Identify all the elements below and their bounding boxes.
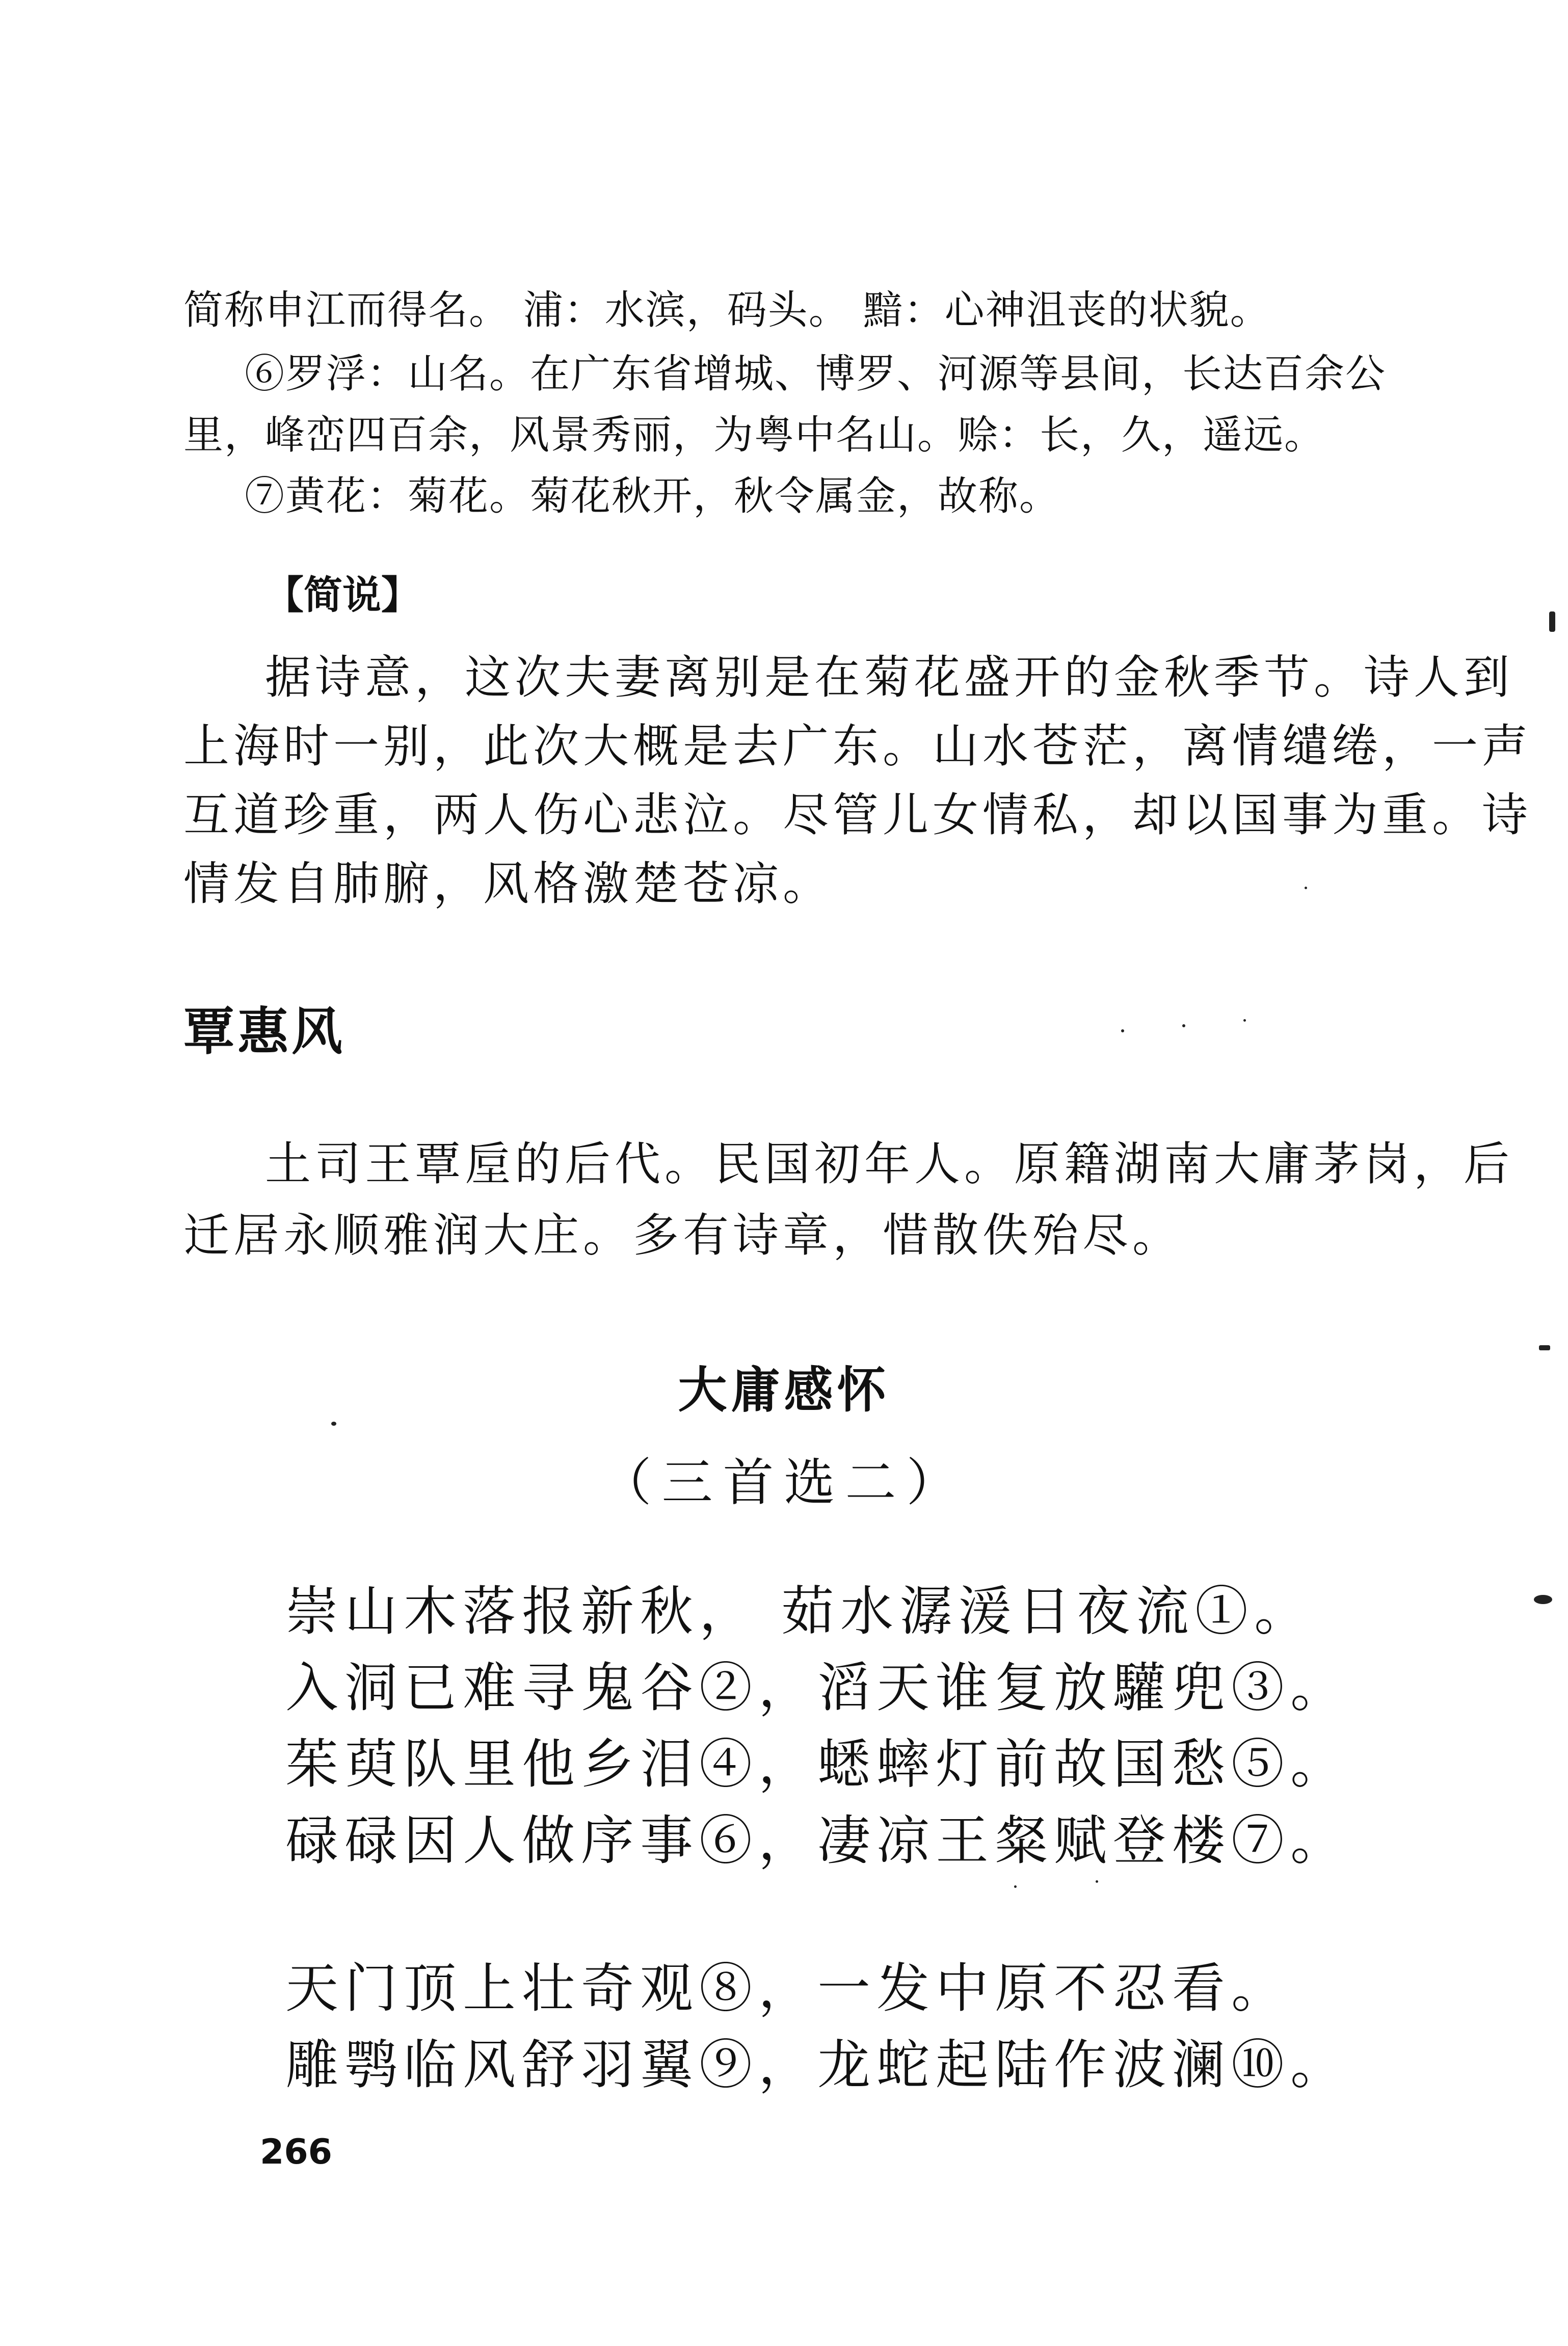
scan-speck — [1539, 1345, 1550, 1350]
note-line-4: ⑦黄花：菊花。菊花秋开，秋令属金，故称。 — [245, 473, 1060, 519]
poem-line: 入洞已难寻鬼谷②，滔天谁复放驩兜③。 — [285, 1657, 1350, 1719]
author-bio-line-1: 土司王覃垕的后代。民国初年人。原籍湖南大庸茅岗，后 — [265, 1137, 1513, 1191]
poem-title: 大庸感怀 — [678, 1362, 890, 1419]
scan-speck — [1014, 1885, 1017, 1888]
scan-speck — [1243, 1019, 1246, 1022]
poem-line: 雕鹗临风舒羽翼⑨，龙蛇起陆作波澜⑩。 — [285, 2034, 1350, 2096]
scan-speck — [1096, 1880, 1098, 1883]
commentary-line-4: 情发自肺腑，风格激楚苍凉。 — [183, 857, 833, 911]
scan-speck — [331, 1422, 336, 1426]
page-number: 266 — [260, 2132, 332, 2172]
author-name: 覃惠风 — [183, 1002, 346, 1061]
scan-speck — [1121, 1029, 1124, 1032]
scan-speck — [1305, 887, 1307, 889]
poem-subtitle: （三首选二） — [600, 1453, 968, 1512]
author-bio-line-2: 迁居永顺雅润大庄。多有诗章，惜散佚殆尽。 — [183, 1209, 1182, 1262]
commentary-line-1: 据诗意，这次夫妻离别是在菊花盛开的金秋季节。诗人到 — [265, 651, 1513, 704]
note-line-1: 简称申江而得名。 浦：水滨，码头。 黯：心神沮丧的状貌。 — [183, 287, 1271, 333]
poem-line: 茱萸队里他乡泪④，蟋蟀灯前故国愁⑤。 — [285, 1733, 1350, 1795]
scan-speck — [1534, 1595, 1552, 1604]
scan-speck — [1549, 611, 1555, 632]
poem-line: 崇山木落报新秋， 茹水潺湲日夜流①。 — [285, 1580, 1314, 1642]
commentary-line-2: 上海时一别，此次大概是去广东。山水苍茫，离情缱绻，一声 — [183, 719, 1532, 773]
poem-line: 碌碌因人做序事⑥，凄凉王粲赋登楼⑦。 — [285, 1809, 1350, 1872]
note-line-3: 里，峰峦四百余，风景秀丽，为粤中名山。赊：长，久，遥远。 — [183, 412, 1325, 458]
note-line-2: ⑥罗浮：山名。在广东省增城、博罗、河源等县间，长达百余公 — [245, 351, 1387, 397]
commentary-heading: 【简说】 — [265, 572, 420, 618]
commentary-line-3: 互道珍重，两人伤心悲泣。尽管儿女情私，却以国事为重。诗 — [183, 788, 1532, 842]
poem-line: 天门顶上壮奇观⑧，一发中原不忍看。 — [285, 1957, 1291, 2019]
scan-speck — [1182, 1024, 1185, 1027]
